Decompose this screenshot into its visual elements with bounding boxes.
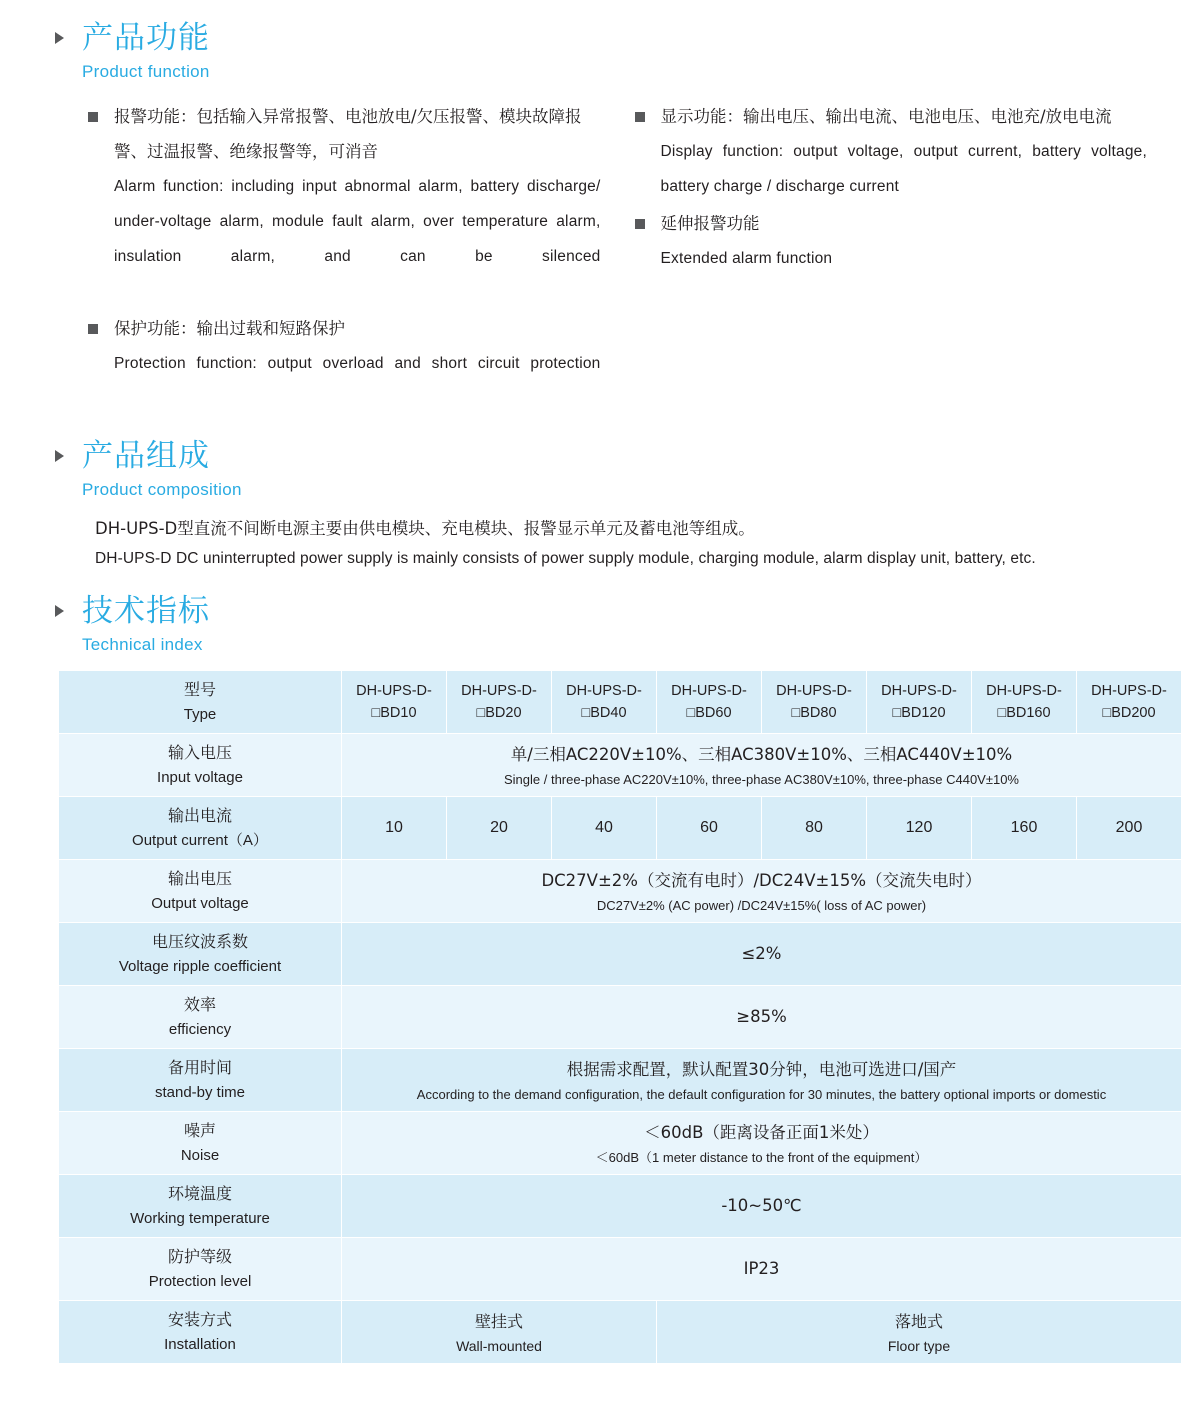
row-label-cn: 输出电压 [167, 869, 232, 888]
current-value: 80 [805, 819, 823, 836]
composition-text-en: DH-UPS-D DC uninterrupted power supply is mainly consists of power supply module, charging module, alarm display unit, battery, etc. [95, 550, 1036, 567]
table-row [59, 734, 1182, 797]
triangle-bullet-icon [55, 450, 64, 462]
composition-text-cn: DH-UPS-D型直流不间断电源主要由供电模块、充电模块、报警显示单元及蓄电池等组成。 [95, 519, 755, 538]
triangle-bullet-icon [55, 605, 64, 617]
model-header-cell: DH-UPS-D-□BD200 [1077, 671, 1182, 734]
row-label-cn: 防护等级 [167, 1247, 232, 1266]
triangle-bullet-icon [55, 32, 64, 44]
installation-option-cn: 壁挂式 [474, 1311, 523, 1331]
square-bullet-icon [88, 112, 98, 122]
row-value-cell [342, 797, 447, 860]
square-bullet-icon [635, 112, 645, 122]
section-title-en: Product function [82, 62, 210, 81]
model-header-cell: DH-UPS-D-□BD20 [447, 671, 552, 734]
row-value-cn: 单/三相AC220V±10%、三相AC380V±10%、三相AC440V±10% [510, 744, 1013, 764]
row-label-cn: 输入电压 [167, 743, 232, 762]
table-row [59, 1238, 1182, 1301]
table-row [59, 1112, 1182, 1175]
row-label [59, 1238, 342, 1301]
row-label-en: Noise [180, 1147, 220, 1164]
row-value-cell [972, 797, 1077, 860]
row-value-cell [657, 797, 762, 860]
feature-column-right [635, 99, 1182, 418]
row-value-cn: 根据需求配置，默认配置30分钟，电池可选进口/国产 [566, 1059, 957, 1079]
row-label-en: Protection level [148, 1273, 252, 1290]
feature-column-left [88, 99, 635, 418]
feature-text-cn [88, 311, 601, 346]
feature-columns [0, 99, 1201, 418]
section-title-cn: 产品功能 [82, 20, 210, 56]
row-label-en: Input voltage [157, 769, 243, 786]
table-row [59, 860, 1182, 923]
row-value-cn: ＜60dB（距离设备正面1米处） [644, 1122, 879, 1142]
feature-text-en: Protection function: output overload and short circuit protection [114, 355, 601, 372]
feature-label-cn: 报警功能：包括输入异常报警、电池放电/欠压报警、模块故障报警、过温报警、绝缘报警等，可消音 [114, 107, 582, 161]
row-value-en: Single / three-phase AC220V±10%, three-phase AC380V±10%, three-phase C440V±10% [503, 771, 1019, 787]
installation-option-en: Wall-mounted [456, 1337, 542, 1354]
row-label [59, 923, 342, 986]
row-label-cn: 备用时间 [167, 1058, 232, 1077]
model-header-cell: DH-UPS-D-□BD80 [762, 671, 867, 734]
row-value-cn: IP23 [743, 1259, 780, 1278]
row-value-cell [867, 797, 972, 860]
current-value: 10 [385, 819, 403, 836]
row-label-cn: 效率 [183, 995, 216, 1014]
current-value: 120 [905, 819, 933, 836]
installation-option-en: Floor type [887, 1337, 951, 1354]
table-row [59, 1175, 1182, 1238]
table-row [59, 1049, 1182, 1112]
row-value-en: According to the demand configuration, the default configuration for 30 minutes, the battery optional imports or domestic [416, 1086, 1107, 1102]
installation-option [342, 1301, 657, 1364]
feature-label-cn: 显示功能：输出电压、输出电流、电池电压、电池充/放电电流 [660, 107, 1112, 126]
row-label [59, 1175, 342, 1238]
section-title-cn: 技术指标 [82, 593, 210, 629]
current-value: 60 [700, 819, 718, 836]
section-heading-product-composition [0, 436, 1201, 503]
row-label-cn: 环境温度 [167, 1184, 232, 1203]
row-label-en: Output current（A） [132, 832, 268, 849]
row-value-cn: ≤2% [741, 944, 782, 963]
row-label-en: stand-by time [154, 1084, 246, 1101]
row-value-en: DC27V±2% (AC power) /DC24V±15%( loss of AC power) [596, 897, 927, 913]
row-label-en: Voltage ripple coefficient [118, 958, 282, 975]
row-value [342, 1049, 1182, 1112]
feature-text-en: Alarm function: including input abnormal alarm, battery discharge/ under-voltage alarm, module fault alarm, over temperature alarm, insulation alarm, and can be silenced [114, 178, 601, 265]
spec-table [58, 670, 1182, 1364]
table-row [59, 986, 1182, 1049]
row-label-en: efficiency [168, 1021, 232, 1038]
row-value-cell [447, 797, 552, 860]
feature-text-en: Display function: output voltage, output current, battery voltage, battery charge / discharge current [660, 143, 1147, 195]
model-header-cell: DH-UPS-D-□BD120 [867, 671, 972, 734]
row-value-cell [1077, 797, 1182, 860]
row-label [59, 986, 342, 1049]
row-value [342, 923, 1182, 986]
feature-text-cn [88, 99, 601, 169]
row-value-cell [762, 797, 867, 860]
section-heading-technical-index [0, 591, 1201, 658]
row-value-cn: DC27V±2%（交流有电时）/DC24V±15%（交流失电时） [541, 870, 982, 890]
spec-table-wrapper [0, 670, 1201, 1364]
row-label [59, 797, 342, 860]
row-value [342, 1112, 1182, 1175]
row-value [342, 986, 1182, 1049]
section-title-en: Technical index [82, 635, 203, 654]
row-value-cell [552, 797, 657, 860]
row-value [342, 1175, 1182, 1238]
section-title-en: Product composition [82, 480, 242, 499]
table-row-installation [59, 1301, 1182, 1364]
feature-label-cn: 延伸报警功能 [660, 214, 760, 233]
current-value: 20 [490, 819, 508, 836]
model-header-cell: DH-UPS-D-□BD10 [342, 671, 447, 734]
row-value [342, 860, 1182, 923]
row-value [342, 734, 1182, 797]
header-label-en: Type [183, 706, 217, 723]
row-value-en: ＜60dB（1 meter distance to the front of the equipment） [595, 1149, 928, 1165]
section-heading-product-function [0, 18, 1201, 85]
feature-item [635, 206, 1148, 276]
row-label [59, 1301, 342, 1364]
feature-text-cn [635, 206, 1148, 241]
document-page [0, 18, 1201, 1364]
row-value-cn: ≥85% [736, 1007, 787, 1026]
installation-option [657, 1301, 1182, 1364]
row-label-en: Working temperature [130, 1210, 270, 1227]
feature-item [88, 311, 601, 416]
table-row [59, 797, 1182, 860]
row-label-cn: 噪声 [183, 1121, 216, 1140]
row-label-en: Output voltage [151, 895, 249, 912]
feature-label-cn: 保护功能：输出过载和短路保护 [114, 319, 345, 338]
composition-block [0, 513, 1201, 573]
feature-text-en: Extended alarm function [660, 250, 833, 267]
table-row [59, 923, 1182, 986]
header-label-cn: 型号 [183, 680, 216, 699]
row-label-cn: 输出电流 [167, 806, 232, 825]
installation-option-cn: 落地式 [894, 1311, 943, 1331]
current-value: 40 [595, 819, 613, 836]
row-label-cn: 电压纹波系数 [151, 932, 248, 951]
row-value [342, 1238, 1182, 1301]
square-bullet-icon [635, 219, 645, 229]
row-label [59, 1049, 342, 1112]
table-header-label [59, 671, 342, 734]
model-header-cell: DH-UPS-D-□BD60 [657, 671, 762, 734]
feature-item [88, 99, 601, 309]
row-label-en: Installation [164, 1336, 236, 1353]
model-header-cell: DH-UPS-D-□BD40 [552, 671, 657, 734]
row-label [59, 1112, 342, 1175]
table-row-header [59, 671, 1182, 734]
row-value-cn: -10~50℃ [721, 1196, 802, 1215]
current-value: 160 [1010, 819, 1038, 836]
model-header-cell: DH-UPS-D-□BD160 [972, 671, 1077, 734]
feature-item [635, 99, 1148, 204]
row-label [59, 734, 342, 797]
square-bullet-icon [88, 324, 98, 334]
row-label-cn: 安装方式 [167, 1310, 232, 1329]
row-label [59, 860, 342, 923]
current-value: 200 [1115, 819, 1143, 836]
feature-text-cn [635, 99, 1148, 134]
section-title-cn: 产品组成 [82, 438, 210, 474]
